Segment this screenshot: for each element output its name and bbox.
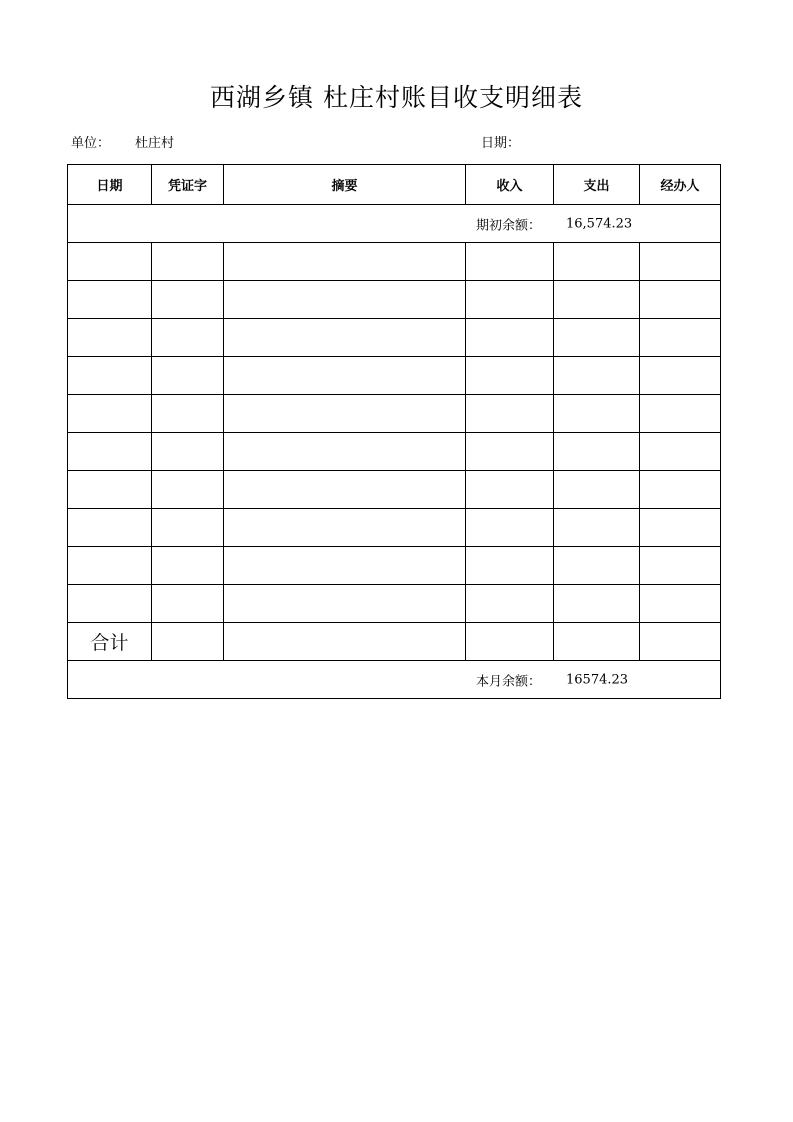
table-cell[interactable] xyxy=(152,243,224,281)
table-cell[interactable] xyxy=(640,395,721,433)
table-cell[interactable] xyxy=(640,433,721,471)
table-cell[interactable] xyxy=(466,433,554,471)
table-cell[interactable] xyxy=(68,243,152,281)
header-row xyxy=(68,165,721,205)
table-cell[interactable] xyxy=(554,471,640,509)
date-label: 日期： xyxy=(481,136,521,151)
table-cell[interactable] xyxy=(554,243,640,281)
table-row xyxy=(68,509,721,547)
total-row xyxy=(68,623,721,661)
table-cell[interactable] xyxy=(466,471,554,509)
table-cell[interactable] xyxy=(466,281,554,319)
table-cell[interactable] xyxy=(640,357,721,395)
table-cell[interactable] xyxy=(68,585,152,623)
col-header-date: 日期 xyxy=(68,165,152,205)
table-cell[interactable] xyxy=(152,319,224,357)
table-row xyxy=(68,547,721,585)
table-cell[interactable] xyxy=(68,281,152,319)
total-cell[interactable] xyxy=(640,623,721,661)
table-cell[interactable] xyxy=(68,547,152,585)
table-cell[interactable] xyxy=(68,509,152,547)
table-row xyxy=(68,395,721,433)
unit-value: 杜庄村 xyxy=(135,136,175,151)
table-cell[interactable] xyxy=(640,471,721,509)
opening-balance-label: 期初余额： xyxy=(476,218,542,233)
table-cell[interactable] xyxy=(640,585,721,623)
col-header-handler: 经办人 xyxy=(640,165,721,205)
table-cell[interactable] xyxy=(152,433,224,471)
table-cell[interactable] xyxy=(466,547,554,585)
month-balance-value: 16574.23 xyxy=(566,672,629,687)
table-cell[interactable] xyxy=(224,585,466,623)
total-cell[interactable] xyxy=(224,623,466,661)
table-row xyxy=(68,281,721,319)
table-row xyxy=(68,433,721,471)
table-cell[interactable] xyxy=(466,395,554,433)
table-cell[interactable] xyxy=(152,509,224,547)
table-cell[interactable] xyxy=(224,243,466,281)
table-cell[interactable] xyxy=(224,319,466,357)
table-cell[interactable] xyxy=(466,509,554,547)
table-cell[interactable] xyxy=(554,395,640,433)
table-cell[interactable] xyxy=(152,395,224,433)
table-cell[interactable] xyxy=(466,585,554,623)
table-row xyxy=(68,471,721,509)
table-row xyxy=(68,319,721,357)
table-cell[interactable] xyxy=(152,471,224,509)
table-cell[interactable] xyxy=(152,547,224,585)
table-cell[interactable] xyxy=(152,357,224,395)
table-cell[interactable] xyxy=(152,585,224,623)
ledger-table xyxy=(67,164,721,699)
total-cell[interactable] xyxy=(152,623,224,661)
table-cell[interactable] xyxy=(554,585,640,623)
table-cell[interactable] xyxy=(224,547,466,585)
table-cell[interactable] xyxy=(466,357,554,395)
col-header-summary: 摘要 xyxy=(224,165,466,205)
table-cell[interactable] xyxy=(640,281,721,319)
opening-balance-value: 16,574.23 xyxy=(566,216,633,231)
table-cell[interactable] xyxy=(640,509,721,547)
col-header-expense: 支出 xyxy=(554,165,640,205)
col-header-voucher: 凭证字 xyxy=(152,165,224,205)
table-cell[interactable] xyxy=(554,547,640,585)
table-cell[interactable] xyxy=(224,357,466,395)
table-cell[interactable] xyxy=(224,509,466,547)
table-cell[interactable] xyxy=(68,319,152,357)
table-row xyxy=(68,243,721,281)
unit-label: 单位： xyxy=(71,136,111,151)
table-cell[interactable] xyxy=(554,281,640,319)
total-cell[interactable] xyxy=(554,623,640,661)
table-cell[interactable] xyxy=(554,319,640,357)
table-cell[interactable] xyxy=(466,243,554,281)
table-cell[interactable] xyxy=(554,433,640,471)
table-cell[interactable] xyxy=(68,433,152,471)
table-cell[interactable] xyxy=(224,471,466,509)
total-label: 合计 xyxy=(68,623,152,661)
table-cell[interactable] xyxy=(554,357,640,395)
total-cell[interactable] xyxy=(466,623,554,661)
table-cell[interactable] xyxy=(640,243,721,281)
table-cell[interactable] xyxy=(224,433,466,471)
table-cell[interactable] xyxy=(152,281,224,319)
table-row xyxy=(68,357,721,395)
table-cell[interactable] xyxy=(224,281,466,319)
table-cell[interactable] xyxy=(466,319,554,357)
table-cell[interactable] xyxy=(224,395,466,433)
table-cell[interactable] xyxy=(68,471,152,509)
month-balance-label: 本月余额： xyxy=(476,674,542,689)
col-header-income: 收入 xyxy=(466,165,554,205)
opening-balance-row xyxy=(68,205,721,243)
page-title: 西湖乡镇 杜庄村账目收支明细表 xyxy=(210,83,583,112)
table-cell[interactable] xyxy=(554,509,640,547)
table-cell[interactable] xyxy=(68,395,152,433)
table-cell[interactable] xyxy=(640,547,721,585)
table-row xyxy=(68,585,721,623)
table-cell[interactable] xyxy=(68,357,152,395)
table-cell[interactable] xyxy=(640,319,721,357)
month-balance-row xyxy=(68,661,721,699)
